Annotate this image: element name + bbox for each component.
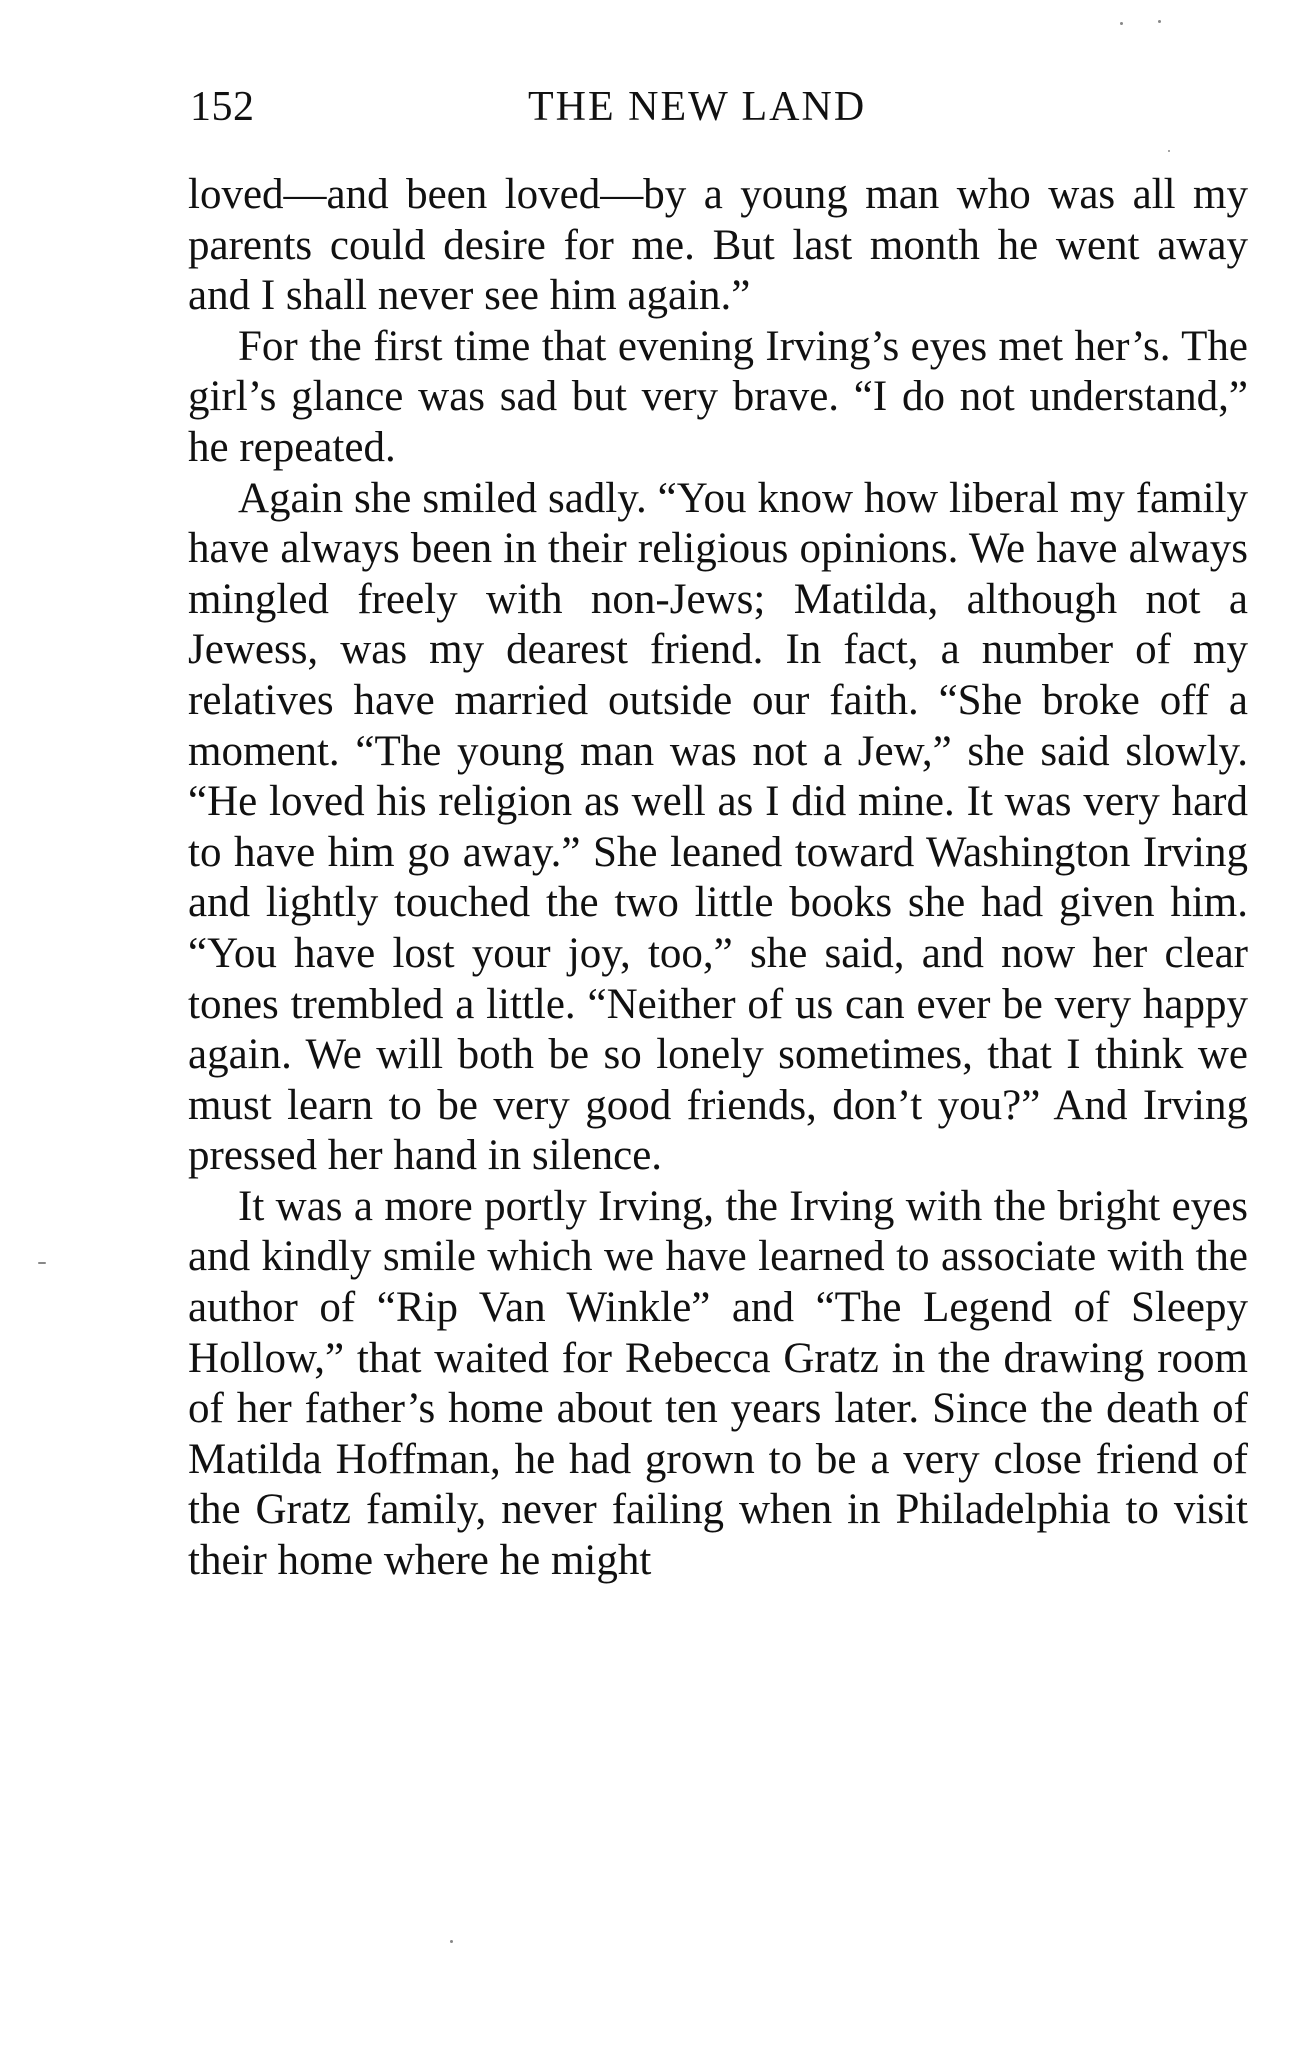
scan-speck — [1120, 22, 1123, 25]
body-text — [188, 170, 1248, 1587]
scan-speck — [38, 1262, 46, 1264]
page-number: 152 — [190, 84, 255, 130]
paragraph: It was a more portly Irving, the Irving with the bright eyes and kindly smile which we have learned to associate with the author of “Rip Van Winkle” and “The Legend of Sleepy Hollow,” that waited for Rebecca Gratz in the drawing room of her father’s home about ten years later. Since the death of Matilda Hoffman, he had grown to be a very close friend of the Gratz family, never failing when in Philadelphia to visit their home where he might — [188, 1182, 1248, 1585]
scan-speck — [450, 1940, 453, 1943]
scan-speck — [1158, 20, 1161, 23]
running-head — [190, 82, 1240, 132]
running-title: THE NEW LAND — [528, 84, 867, 130]
paragraph: For the first time that evening Irving’s eyes met her’s. The girl’s glance was sad but very brave. “I do not understand,” he repeated. — [188, 322, 1248, 471]
paragraph-continued: loved—and been loved—by a young man who was all my parents could desire for me. But last month he went away and I shall never see him again.” — [188, 171, 1248, 320]
paragraph: Again she smiled sadly. “You know how liberal my family have always been in their religious opinions. We have always mingled freely with non-Jews; Matilda, although not a Jewess, was my dearest friend. In fact, a number of my relatives have married outside our faith. “She broke off a moment. “The young man was not a Jew,” she said slowly. “He loved his religion as well as I did mine. It was very hard to have him go away.” She leaned toward Washington Irving and lightly touched the two little books she had given him. “You have lost your joy, too,” she said, and now her clear tones trembled a little. “Neither of us can ever be very happy again. We will both be so lonely sometimes, that I think we must learn to be very good friends, don’t you?” And Irving pressed her hand in silence. — [188, 474, 1248, 1180]
scan-speck — [1168, 150, 1170, 152]
